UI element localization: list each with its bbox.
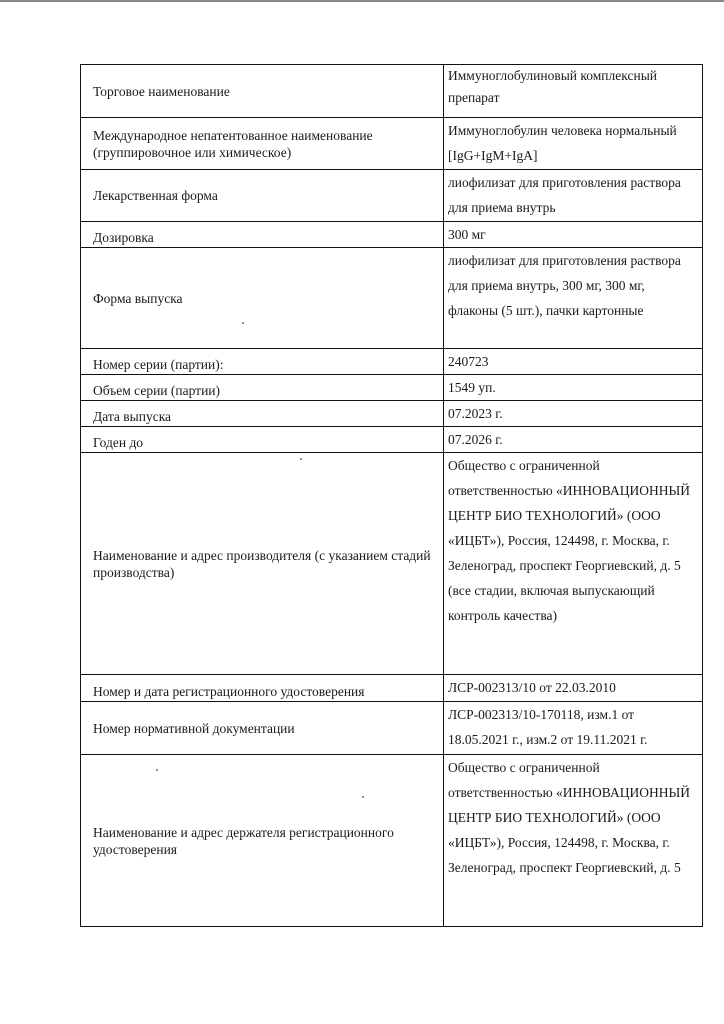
table-row [81, 375, 703, 401]
row-label-inn: Международное непатентованное наименование (группировочное или химическое) [81, 118, 444, 170]
row-label-dosage-form: Лекарственная форма [81, 170, 444, 222]
table-row [81, 170, 703, 222]
row-value-normative-doc: ЛСР-002313/10-170118, изм.1 от 18.05.2021 г., изм.2 от 19.11.2021 г. [444, 702, 703, 755]
table-row [81, 401, 703, 427]
row-value-expiry: 07.2026 г. [444, 427, 703, 453]
row-value-batch-number: 240723 [444, 349, 703, 375]
product-info-table [80, 64, 703, 927]
table-row [81, 349, 703, 375]
page-top-edge [0, 0, 724, 2]
table-row [81, 702, 703, 755]
table-row [81, 248, 703, 349]
row-label-holder: Наименование и адрес держателя регистрационного удостоверения [81, 755, 444, 927]
row-label-dosage: Дозировка [81, 222, 444, 248]
row-value-registration: ЛСР-002313/10 от 22.03.2010 [444, 675, 703, 702]
row-label-expiry: Годен до [81, 427, 444, 453]
row-value-dosage: 300 мг [444, 222, 703, 248]
scan-speck [300, 458, 302, 460]
scan-speck [362, 796, 364, 798]
table-row [81, 675, 703, 702]
row-label-batch-volume: Объем серии (партии) [81, 375, 444, 401]
row-label-release-form: Форма выпуска [81, 248, 444, 349]
table-row [81, 65, 703, 118]
row-value-holder: Общество с ограниченной ответственностью «ИННОВАЦИОННЫЙ ЦЕНТР БИО ТЕХНОЛОГИЙ» (ООО «ИЦБТ»), Россия, 124498, г. Москва, г. Зеленоград, проспект Георгиевский, д. 5 [444, 755, 703, 927]
table-row [81, 118, 703, 170]
row-value-release-date: 07.2023 г. [444, 401, 703, 427]
scan-speck [242, 322, 244, 324]
row-label-batch-number: Номер серии (партии): [81, 349, 444, 375]
row-value-trade-name: Иммуноглобулиновый комплексный препарат [444, 65, 703, 118]
row-label-registration: Номер и дата регистрационного удостоверения [81, 675, 444, 702]
row-label-trade-name: Торговое наименование [81, 65, 444, 118]
scan-speck [156, 769, 158, 771]
row-value-dosage-form: лиофилизат для приготовления раствора для приема внутрь [444, 170, 703, 222]
row-label-normative-doc: Номер нормативной документации [81, 702, 444, 755]
row-value-inn: Иммуноглобулин человека нормальный [IgG+IgM+IgA] [444, 118, 703, 170]
table-row [81, 755, 703, 927]
table-row [81, 427, 703, 453]
row-label-manufacturer: Наименование и адрес производителя (с указанием стадий производства) [81, 453, 444, 675]
row-value-manufacturer: Общество с ограниченной ответственностью «ИННОВАЦИОННЫЙ ЦЕНТР БИО ТЕХНОЛОГИЙ» (ООО «ИЦБТ»), Россия, 124498, г. Москва, г. Зеленоград, проспект Георгиевский, д. 5 (все стадии, включая выпускающий контроль качества) [444, 453, 703, 675]
row-value-batch-volume: 1549 уп. [444, 375, 703, 401]
table-row [81, 222, 703, 248]
row-label-release-date: Дата выпуска [81, 401, 444, 427]
row-value-release-form: лиофилизат для приготовления раствора для приема внутрь, 300 мг, 300 мг, флаконы (5 шт.), пачки картонные [444, 248, 703, 349]
table-row [81, 453, 703, 675]
